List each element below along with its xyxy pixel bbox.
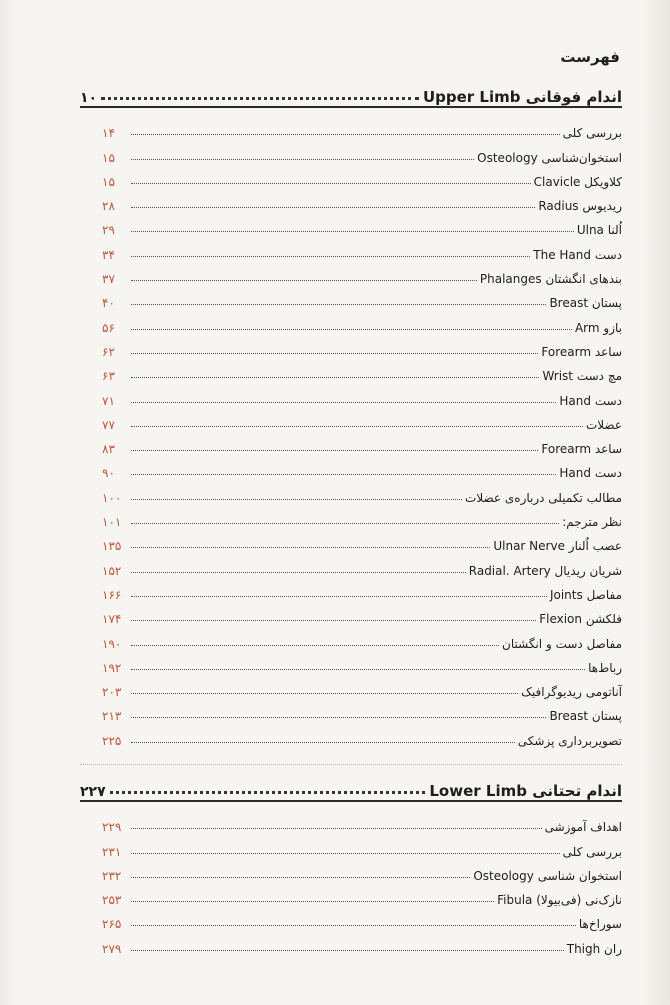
entry-title: رباط‌ها (588, 660, 622, 675)
entry-page-number: ۱۵ (102, 150, 115, 165)
section-divider (80, 764, 622, 765)
entry-page-number: ۱۶۶ (102, 587, 122, 602)
entry-title: کلاویکل Clavicle (533, 174, 622, 189)
toc-entry[interactable] (102, 505, 622, 529)
entry-page-number: ۷۷ (102, 417, 115, 432)
toc-entry[interactable] (102, 723, 622, 747)
dot-leader (131, 523, 559, 524)
dot-leader (131, 828, 542, 829)
section-title: اندام تحتانی Lower Limb (429, 782, 622, 800)
entry-page-number: ۲۳۱ (102, 844, 122, 859)
dot-leader (131, 377, 539, 378)
entry-page-number: ۳۴ (102, 247, 115, 262)
entry-page-number: ۲۹ (102, 223, 115, 238)
entry-title: آناتومی ریدیوگرافیک (521, 685, 622, 700)
entry-title: عضلات (585, 417, 622, 432)
entry-page-number: ۴۰ (102, 296, 115, 311)
toc-section-lower-limb (80, 772, 622, 956)
entry-page-number: ۱۰۰ (102, 490, 122, 505)
entry-page-number: ۵۶ (102, 320, 115, 335)
toc-entry[interactable] (102, 602, 622, 626)
entry-page-number: ۲۰۳ (102, 685, 122, 700)
entry-title: دست Hand (559, 393, 622, 408)
entry-page-number: ۲۶۵ (102, 917, 122, 932)
entry-page-number: ۱۵ (102, 174, 115, 189)
entry-list (102, 116, 622, 748)
entry-page-number: ۳۷ (102, 272, 115, 287)
dot-leader (131, 925, 576, 926)
dot-leader (131, 256, 530, 257)
entry-title: اهداف آموزشی (544, 820, 622, 835)
toc-entry[interactable] (102, 286, 622, 310)
toc-entry[interactable] (102, 310, 622, 334)
entry-page-number: ۸۳ (102, 442, 115, 457)
entry-title: سوراخ‌ها (578, 917, 622, 932)
entry-title: مفاصل Joints (549, 587, 622, 602)
toc-entry[interactable] (102, 675, 622, 699)
entry-title: ساعد Forearm (541, 344, 622, 359)
dot-leader (131, 853, 560, 854)
dot-leader (131, 499, 462, 500)
entry-title: پستان Breast (549, 296, 622, 311)
entry-page-number: ۲۲۹ (102, 820, 122, 835)
toc-entry[interactable] (102, 456, 622, 480)
dot-leader (131, 620, 536, 621)
entry-page-number: ۶۲ (102, 344, 115, 359)
entry-page-number: ۱۹۲ (102, 660, 122, 675)
entry-title: مچ دست Wrist (542, 369, 622, 384)
entry-title: دست The Hand (533, 247, 622, 262)
entry-page-number: ۹۰ (102, 466, 115, 481)
toc-entry[interactable] (102, 626, 622, 650)
entry-page-number: ۶۳ (102, 369, 115, 384)
dot-leader (131, 134, 560, 135)
dot-leader (131, 353, 538, 354)
entry-list (102, 810, 622, 956)
section-page-number: ۲۲۷ (80, 784, 106, 800)
dot-leader (131, 717, 546, 718)
entry-title: مطالب تکمیلی درباره‌ی عضلات (465, 490, 622, 505)
toc-entry[interactable] (102, 480, 622, 504)
entry-title: بندهای انگشتان Phalanges (479, 272, 622, 287)
dot-leader (131, 669, 585, 670)
entry-title: نازک‌نی (فی‌بیولا) Fibula (497, 893, 622, 908)
entry-page-number: ۲۷۹ (102, 941, 122, 956)
toc-entry[interactable] (102, 651, 622, 675)
section-title: اندام فوقانی Upper Limb (422, 88, 622, 106)
entry-title: ساعد Forearm (541, 442, 622, 457)
dot-leader (131, 547, 490, 548)
entry-title: فلکشن Flexion (539, 612, 622, 627)
entry-page-number: ۲۸ (102, 199, 115, 214)
toc-entry[interactable] (102, 140, 622, 164)
entry-title: نظر مترجم: (562, 515, 622, 530)
dot-leader (131, 207, 535, 208)
toc-entry[interactable] (102, 810, 622, 834)
toc-entry[interactable] (102, 553, 622, 577)
dot-leader (131, 901, 494, 902)
dot-leader (131, 304, 546, 305)
entry-page-number: ۱۳۵ (102, 539, 122, 554)
toc-entry[interactable] (102, 408, 622, 432)
dot-leader (131, 474, 556, 475)
dot-leader (131, 596, 547, 597)
entry-title: عصب اُلنار Ulnar Nerve (493, 539, 622, 554)
entry-page-number: ۲۵۳ (102, 893, 122, 908)
entry-page-number: ۱۷۴ (102, 612, 122, 627)
toc-entry[interactable] (102, 529, 622, 553)
dot-leader (101, 97, 419, 100)
entry-title: استخوان‌شناسی Osteology (477, 150, 622, 165)
entry-title: پستان Breast (549, 709, 622, 724)
entry-title: ران Thigh (566, 941, 622, 956)
page-title: فهرست (560, 48, 620, 66)
toc-entry[interactable] (102, 165, 622, 189)
entry-title: بررسی کلی (562, 126, 622, 141)
dot-leader (131, 280, 477, 281)
entry-page-number: ۲۲۵ (102, 733, 122, 748)
entry-title: دست Hand (559, 466, 622, 481)
entry-page-number: ۷۱ (102, 393, 115, 408)
dot-leader (131, 572, 466, 573)
toc-entry[interactable] (102, 262, 622, 286)
entry-page-number: ۱۵۲ (102, 563, 122, 578)
entry-page-number: ۱۰۱ (102, 515, 122, 530)
toc-entry[interactable] (102, 883, 622, 907)
entry-title: تصویربرداری پزشکی (517, 733, 622, 748)
toc-entry[interactable] (102, 699, 622, 723)
toc-entry[interactable] (102, 578, 622, 602)
dot-leader (131, 742, 515, 743)
dot-leader (131, 183, 531, 184)
dot-leader (131, 450, 538, 451)
toc-entry[interactable] (102, 834, 622, 858)
toc-entry[interactable] (102, 116, 622, 140)
dot-leader (131, 645, 499, 646)
entry-title: بررسی کلی (562, 844, 622, 859)
entry-title: بازو Arm (574, 320, 622, 335)
entry-title: استخوان شناسی Osteology (473, 868, 622, 883)
toc-entry[interactable] (102, 859, 622, 883)
toc-section-upper-limb (80, 78, 622, 748)
entry-title: اُلنا Ulna (576, 223, 622, 238)
entry-title: شریان ریدیال Radial. Artery (468, 563, 622, 578)
dot-leader (131, 950, 564, 951)
entry-title: مفاصل دست و انگشتان (502, 636, 622, 651)
entry-page-number: ۲۳۲ (102, 868, 122, 883)
entry-page-number: ۲۱۳ (102, 709, 122, 724)
toc-entry[interactable] (102, 189, 622, 213)
toc-entry[interactable] (102, 237, 622, 261)
toc-entry[interactable] (102, 432, 622, 456)
entry-title: ریدیوس Radius (538, 199, 622, 214)
dot-leader (131, 426, 583, 427)
dot-leader (131, 693, 518, 694)
section-page-number: ۱۰ (80, 90, 98, 106)
dot-leader (131, 402, 556, 403)
dot-leader (131, 329, 572, 330)
section-heading[interactable] (80, 78, 622, 108)
dot-leader (131, 159, 474, 160)
toc-entry[interactable] (102, 931, 622, 955)
toc-entry[interactable] (102, 907, 622, 931)
dot-leader (110, 791, 426, 794)
entry-page-number: ۱۹۰ (102, 636, 122, 651)
toc-entry[interactable] (102, 335, 622, 359)
toc-entry[interactable] (102, 213, 622, 237)
toc-entry[interactable] (102, 383, 622, 407)
dot-leader (131, 231, 574, 232)
toc-entry[interactable] (102, 359, 622, 383)
dot-leader (131, 877, 470, 878)
section-heading[interactable] (80, 772, 622, 802)
entry-page-number: ۱۴ (102, 126, 115, 141)
